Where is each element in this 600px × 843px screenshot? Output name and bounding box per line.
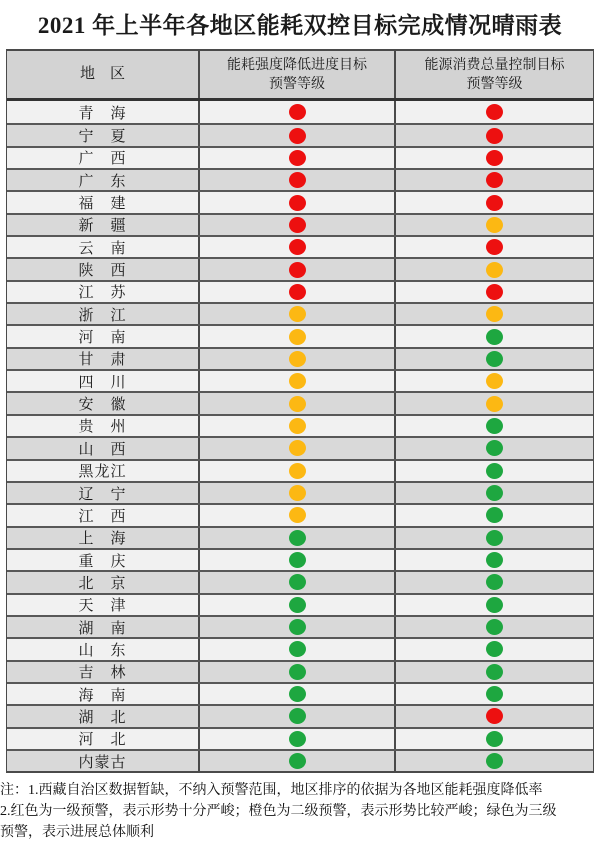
- intensity-warning-red-dot: [289, 128, 306, 144]
- intensity-warning-green-dot: [289, 753, 306, 769]
- table-row: [7, 481, 593, 503]
- total-warning-green-dot: [486, 552, 503, 568]
- intensity-warning-cell: [198, 528, 394, 548]
- intensity-warning-cell: [198, 304, 394, 324]
- intensity-warning-orange-dot: [289, 440, 306, 456]
- total-warning-cell: [394, 505, 593, 525]
- table-row: [7, 615, 593, 637]
- table-header-row: [7, 51, 593, 101]
- total-warning-orange-dot: [486, 396, 503, 412]
- total-warning-cell: [394, 729, 593, 749]
- intensity-warning-red-dot: [289, 150, 306, 166]
- total-warning-cell: [394, 684, 593, 704]
- table-row: [7, 436, 593, 458]
- intensity-warning-cell: [198, 371, 394, 391]
- region-name: 河 北: [78, 732, 127, 749]
- intensity-warning-orange-dot: [289, 507, 306, 523]
- total-warning-cell: [394, 215, 593, 235]
- table-row: [7, 190, 593, 212]
- intensity-warning-red-dot: [289, 172, 306, 188]
- total-warning-cell: [394, 550, 593, 570]
- intensity-warning-cell: [198, 662, 394, 682]
- intensity-warning-cell: [198, 684, 394, 704]
- total-warning-red-dot: [486, 284, 503, 300]
- intensity-warning-cell: [198, 617, 394, 637]
- total-warning-cell: [394, 192, 593, 212]
- total-warning-red-dot: [486, 195, 503, 211]
- intensity-warning-red-dot: [289, 239, 306, 255]
- total-warning-cell: [394, 148, 593, 168]
- total-warning-cell: [394, 393, 593, 413]
- intensity-warning-cell: [198, 483, 394, 503]
- table-row: [7, 459, 593, 481]
- intensity-warning-green-dot: [289, 686, 306, 702]
- total-warning-red-dot: [486, 150, 503, 166]
- total-warning-green-dot: [486, 641, 503, 657]
- table-row: [7, 660, 593, 682]
- region-name: 海 南: [78, 687, 127, 704]
- region-name: 内蒙古: [78, 754, 127, 771]
- table-row: [7, 213, 593, 235]
- intensity-warning-red-dot: [289, 217, 306, 233]
- intensity-warning-cell: [198, 393, 394, 413]
- total-warning-cell: [394, 751, 593, 771]
- total-warning-green-dot: [486, 329, 503, 345]
- total-warning-green-dot: [486, 463, 503, 479]
- region-name: 青 海: [78, 105, 127, 122]
- intensity-warning-green-dot: [289, 708, 306, 724]
- intensity-warning-cell: [198, 438, 394, 458]
- region-name: 天 津: [78, 598, 127, 615]
- region-name: 山 东: [78, 642, 127, 659]
- region-name: 陕 西: [78, 263, 127, 280]
- intensity-warning-cell: [198, 461, 394, 481]
- total-warning-cell: [394, 706, 593, 726]
- total-warning-cell: [394, 282, 593, 302]
- total-warning-green-dot: [486, 619, 503, 635]
- intensity-warning-green-dot: [289, 530, 306, 546]
- table-row: [7, 526, 593, 548]
- region-name: 甘 肃: [78, 352, 127, 369]
- total-warning-green-dot: [486, 507, 503, 523]
- table-row: [7, 146, 593, 168]
- table-row: [7, 637, 593, 659]
- intensity-warning-cell: [198, 706, 394, 726]
- col-header-total-line2: 预警等级: [466, 76, 523, 92]
- total-warning-cell: [394, 572, 593, 592]
- region-name: 辽 宁: [78, 486, 127, 503]
- table-body: [7, 101, 593, 771]
- intensity-warning-red-dot: [289, 262, 306, 278]
- intensity-warning-green-dot: [289, 664, 306, 680]
- region-name: 河 南: [78, 330, 127, 347]
- region-name: 福 建: [78, 196, 127, 213]
- intensity-warning-orange-dot: [289, 418, 306, 434]
- footnote-line-3: 预警，表示进展总体顺利: [0, 825, 154, 841]
- region-name: 广 西: [78, 151, 127, 168]
- table-row: [7, 682, 593, 704]
- total-warning-green-dot: [486, 418, 503, 434]
- col-header-total-line1: 能源消费总量控制目标: [424, 57, 565, 73]
- total-warning-cell: [394, 326, 593, 346]
- intensity-warning-cell: [198, 639, 394, 659]
- table-row: [7, 391, 593, 413]
- table-row: [7, 369, 593, 391]
- table-row: [7, 749, 593, 771]
- total-warning-orange-dot: [486, 262, 503, 278]
- table-row: [7, 347, 593, 369]
- region-name: 贵 州: [78, 419, 127, 436]
- intensity-warning-green-dot: [289, 731, 306, 747]
- intensity-warning-cell: [198, 595, 394, 615]
- intensity-warning-orange-dot: [289, 463, 306, 479]
- intensity-warning-cell: [198, 326, 394, 346]
- intensity-warning-cell: [198, 125, 394, 145]
- region-name: 江 苏: [78, 285, 127, 302]
- region-name: 江 西: [78, 508, 127, 525]
- total-warning-cell: [394, 438, 593, 458]
- intensity-warning-red-dot: [289, 284, 306, 300]
- intensity-warning-red-dot: [289, 104, 306, 120]
- table-row: [7, 123, 593, 145]
- intensity-warning-orange-dot: [289, 329, 306, 345]
- total-warning-cell: [394, 125, 593, 145]
- total-warning-green-dot: [486, 440, 503, 456]
- total-warning-cell: [394, 483, 593, 503]
- region-name: 北 京: [78, 575, 127, 592]
- table-row: [7, 704, 593, 726]
- total-warning-orange-dot: [486, 373, 503, 389]
- table-row: [7, 727, 593, 749]
- footnote-line-1: 注：1.西藏自治区数据暂缺，不纳入预警范围，地区排序的依据为各地区能耗强度降低率: [0, 783, 543, 799]
- region-name: 湖 南: [78, 620, 127, 637]
- region-name: 安 徽: [78, 397, 127, 414]
- total-warning-cell: [394, 170, 593, 190]
- intensity-warning-orange-dot: [289, 396, 306, 412]
- intensity-warning-cell: [198, 416, 394, 436]
- total-warning-red-dot: [486, 104, 503, 120]
- table-row: [7, 593, 593, 615]
- intensity-warning-red-dot: [289, 195, 306, 211]
- intensity-warning-green-dot: [289, 597, 306, 613]
- total-warning-red-dot: [486, 239, 503, 255]
- total-warning-cell: [394, 237, 593, 257]
- region-name: 浙 江: [78, 307, 127, 324]
- table-row: [7, 503, 593, 525]
- region-name: 重 庆: [78, 553, 127, 570]
- total-warning-cell: [394, 617, 593, 637]
- intensity-warning-green-dot: [289, 574, 306, 590]
- table-row: [7, 235, 593, 257]
- total-warning-green-dot: [486, 351, 503, 367]
- intensity-warning-orange-dot: [289, 485, 306, 501]
- intensity-warning-orange-dot: [289, 306, 306, 322]
- col-header-total: [394, 51, 593, 98]
- intensity-warning-cell: [198, 751, 394, 771]
- region-name: 宁 夏: [78, 129, 127, 146]
- total-warning-cell: [394, 101, 593, 123]
- region-name: 湖 北: [78, 709, 127, 726]
- intensity-warning-cell: [198, 148, 394, 168]
- total-warning-green-dot: [486, 530, 503, 546]
- intensity-warning-cell: [198, 237, 394, 257]
- intensity-warning-cell: [198, 101, 394, 123]
- table-row: [7, 302, 593, 324]
- total-warning-green-dot: [486, 664, 503, 680]
- intensity-warning-cell: [198, 572, 394, 592]
- intensity-warning-orange-dot: [289, 373, 306, 389]
- page-title: 2021 年上半年各地区能耗双控目标完成情况晴雨表: [37, 13, 563, 38]
- intensity-warning-cell: [198, 505, 394, 525]
- intensity-warning-cell: [198, 550, 394, 570]
- total-warning-green-dot: [486, 753, 503, 769]
- table-row: [7, 414, 593, 436]
- col-header-intensity-line1: 能耗强度降低进度目标: [227, 57, 367, 73]
- col-header-region-label: 地 区: [79, 66, 125, 82]
- intensity-warning-cell: [198, 259, 394, 279]
- region-name: 四 川: [78, 374, 127, 391]
- total-warning-green-dot: [486, 597, 503, 613]
- table-row: [7, 101, 593, 123]
- region-name: 新 疆: [78, 218, 127, 235]
- intensity-warning-orange-dot: [289, 351, 306, 367]
- region-name: 山 西: [78, 441, 127, 458]
- table-row: [7, 280, 593, 302]
- table-row: [7, 548, 593, 570]
- region-name: 黑龙江: [78, 464, 127, 481]
- region-name: 广 东: [78, 173, 127, 190]
- region-name: 上 海: [78, 531, 127, 548]
- total-warning-cell: [394, 528, 593, 548]
- total-warning-cell: [394, 371, 593, 391]
- region-name: 云 南: [78, 240, 127, 257]
- col-header-intensity-line2: 预警等级: [269, 76, 325, 92]
- total-warning-red-dot: [486, 128, 503, 144]
- col-header-region: [7, 51, 198, 98]
- total-warning-cell: [394, 349, 593, 369]
- table-row: [7, 257, 593, 279]
- table-row: [7, 168, 593, 190]
- total-warning-green-dot: [486, 574, 503, 590]
- total-warning-green-dot: [486, 731, 503, 747]
- footnotes: [0, 780, 600, 843]
- col-header-intensity: [198, 51, 394, 98]
- intensity-warning-cell: [198, 282, 394, 302]
- barometer-table: [6, 49, 594, 773]
- intensity-warning-green-dot: [289, 641, 306, 657]
- intensity-warning-cell: [198, 349, 394, 369]
- total-warning-cell: [394, 259, 593, 279]
- region-name: 吉 林: [78, 665, 127, 682]
- total-warning-cell: [394, 416, 593, 436]
- intensity-warning-cell: [198, 170, 394, 190]
- total-warning-green-dot: [486, 686, 503, 702]
- total-warning-green-dot: [486, 485, 503, 501]
- total-warning-cell: [394, 662, 593, 682]
- intensity-warning-cell: [198, 729, 394, 749]
- footnote-line-2: 2.红色为一级预警，表示形势十分严峻；橙色为二级预警，表示形势比较严峻；绿色为三级: [0, 804, 557, 820]
- intensity-warning-green-dot: [289, 619, 306, 635]
- table-row: [7, 324, 593, 346]
- total-warning-red-dot: [486, 708, 503, 724]
- intensity-warning-cell: [198, 192, 394, 212]
- table-row: [7, 570, 593, 592]
- total-warning-orange-dot: [486, 306, 503, 322]
- intensity-warning-green-dot: [289, 552, 306, 568]
- intensity-warning-cell: [198, 215, 394, 235]
- total-warning-cell: [394, 595, 593, 615]
- total-warning-cell: [394, 304, 593, 324]
- total-warning-red-dot: [486, 172, 503, 188]
- total-warning-cell: [394, 461, 593, 481]
- total-warning-orange-dot: [486, 217, 503, 233]
- total-warning-cell: [394, 639, 593, 659]
